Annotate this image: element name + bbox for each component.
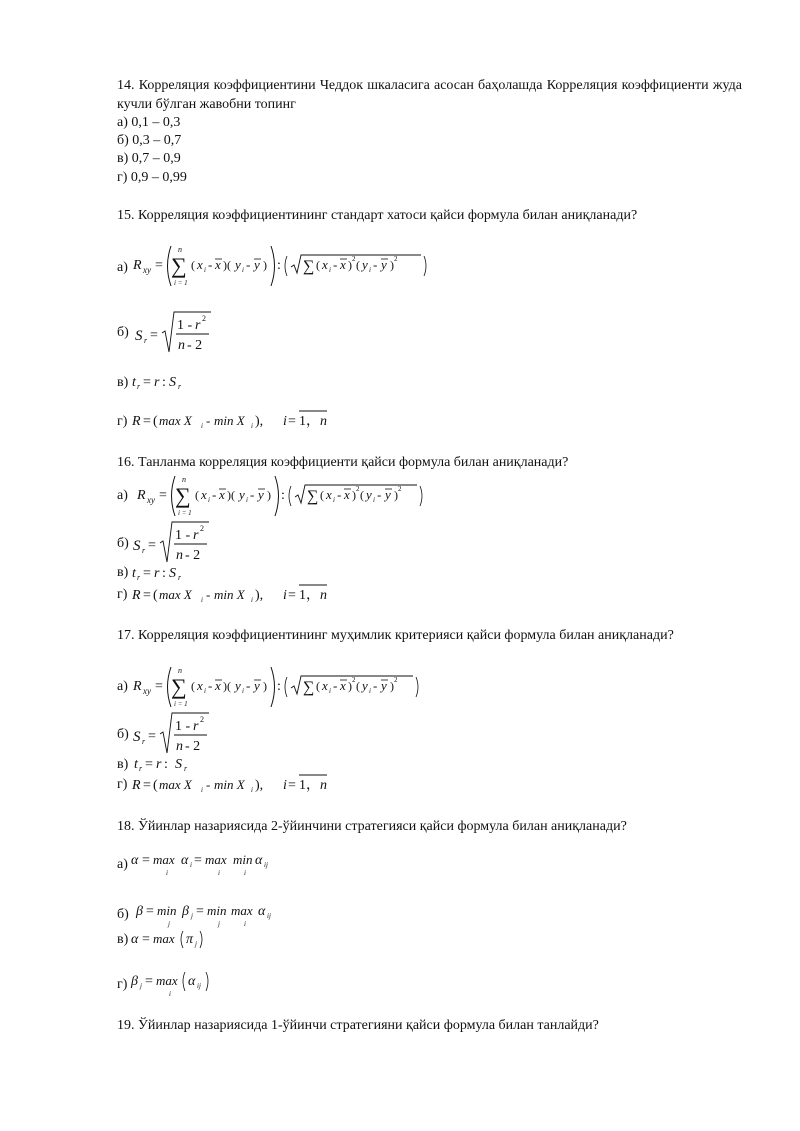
question-19 bbox=[117, 1016, 742, 1035]
svg-text:r: r bbox=[142, 737, 146, 746]
svg-text:y: y bbox=[258, 487, 264, 502]
svg-text:- 2: - 2 bbox=[185, 548, 201, 563]
svg-text::: : bbox=[281, 488, 285, 503]
svg-text:x: x bbox=[215, 257, 221, 272]
svg-text:=: = bbox=[288, 588, 296, 603]
question-17 bbox=[117, 626, 742, 645]
svg-text::: : bbox=[162, 566, 166, 581]
svg-text:2: 2 bbox=[394, 676, 398, 684]
q15-formula-a bbox=[131, 240, 431, 292]
svg-text:ij: ij bbox=[197, 982, 201, 990]
q14-option-d: г) 0,9 – 0,99 bbox=[117, 170, 187, 185]
question-14 bbox=[117, 76, 742, 114]
question-14-text: 14. Корреляция коэффициентини Чеддок шкаласига асосан баҳолашда Корреляция коэффициенти жуда кучли бўлган жавобни топинг bbox=[117, 78, 742, 112]
svg-text:r: r bbox=[195, 318, 201, 333]
q18-formula-d bbox=[130, 966, 230, 1000]
svg-text:xy: xy bbox=[143, 265, 151, 275]
svg-text:y: y bbox=[235, 678, 241, 693]
svg-text:min X: min X bbox=[214, 777, 245, 792]
svg-text:i: i bbox=[204, 266, 206, 274]
svg-text:(: ( bbox=[191, 679, 195, 693]
svg-text:=: = bbox=[194, 853, 202, 868]
svg-text:j: j bbox=[191, 912, 193, 920]
svg-text:i: i bbox=[244, 869, 246, 877]
svg-text:n: n bbox=[320, 414, 327, 429]
svg-text:r: r bbox=[142, 546, 146, 555]
svg-text:): ) bbox=[267, 488, 271, 502]
svg-text:n: n bbox=[176, 739, 183, 754]
svg-text:=: = bbox=[288, 778, 296, 793]
svg-text:1，: 1， bbox=[299, 414, 320, 429]
svg-text:min X: min X bbox=[214, 587, 245, 602]
q17-label-a: а) bbox=[117, 679, 128, 694]
svg-text:x: x bbox=[322, 257, 328, 272]
svg-text:-: - bbox=[250, 487, 255, 502]
svg-text:x: x bbox=[344, 487, 350, 502]
svg-text:1 -: 1 - bbox=[177, 318, 193, 333]
svg-text:=: = bbox=[143, 778, 151, 793]
svg-text:(: ( bbox=[153, 588, 158, 603]
svg-text:y: y bbox=[381, 678, 387, 693]
svg-text:min: min bbox=[207, 903, 227, 918]
q17-formula-d bbox=[131, 770, 341, 796]
svg-text:i: i bbox=[244, 920, 246, 928]
q16-label-b: б) bbox=[117, 536, 129, 551]
svg-text:),: ), bbox=[255, 414, 264, 429]
svg-text:1 -: 1 - bbox=[175, 719, 191, 734]
q14-option-c: в) 0,7 – 0,9 bbox=[117, 151, 181, 166]
svg-text:i: i bbox=[166, 869, 168, 877]
q15-label-a: а) bbox=[117, 260, 128, 275]
svg-text:)(: )( bbox=[223, 258, 231, 272]
svg-text:R: R bbox=[132, 588, 141, 603]
svg-text:S: S bbox=[169, 375, 176, 390]
svg-text:max: max bbox=[156, 973, 178, 988]
svg-text:2: 2 bbox=[394, 255, 398, 263]
svg-text::: : bbox=[164, 757, 168, 772]
q15-formula-b bbox=[133, 306, 223, 356]
svg-text:min: min bbox=[157, 903, 177, 918]
svg-text:=: = bbox=[148, 538, 156, 553]
q17-label-b: б) bbox=[117, 727, 129, 742]
q16-label-d: г) bbox=[117, 587, 128, 602]
svg-text:r: r bbox=[154, 375, 160, 390]
svg-text:=: = bbox=[288, 414, 296, 429]
svg-text:R: R bbox=[132, 414, 141, 429]
svg-text:n: n bbox=[320, 588, 327, 603]
svg-text:1，: 1， bbox=[299, 588, 320, 603]
q16-formula-b bbox=[131, 516, 221, 566]
svg-text:i: i bbox=[251, 786, 253, 794]
svg-text:=: = bbox=[143, 588, 151, 603]
svg-text:∑: ∑ bbox=[171, 253, 187, 278]
q18-label-b: б) bbox=[117, 907, 129, 922]
svg-text:α: α bbox=[188, 974, 196, 989]
svg-text:=: = bbox=[155, 679, 163, 694]
question-18 bbox=[117, 817, 742, 836]
q18-label-d: г) bbox=[117, 977, 128, 992]
question-15-text: 15. Корреляция коэффициентининг стандарт хатоси қайси формула билан аниқланади? bbox=[117, 208, 638, 223]
svg-text:α: α bbox=[131, 853, 139, 868]
svg-text:α: α bbox=[131, 932, 139, 947]
svg-text:i: i bbox=[208, 496, 210, 504]
svg-text:α: α bbox=[181, 853, 189, 868]
svg-text:i: i bbox=[369, 266, 371, 274]
svg-text:xy: xy bbox=[143, 686, 151, 696]
svg-text:n: n bbox=[178, 666, 182, 675]
svg-text:=: = bbox=[159, 488, 167, 503]
svg-text:i: i bbox=[190, 861, 192, 869]
svg-text:j: j bbox=[195, 940, 197, 948]
svg-text:-: - bbox=[373, 678, 378, 693]
q16-label-a: а) bbox=[117, 488, 128, 503]
svg-text:α: α bbox=[258, 904, 266, 919]
svg-text:i: i bbox=[201, 786, 203, 794]
q15-label-c: в) bbox=[117, 375, 129, 390]
svg-text:r: r bbox=[156, 757, 162, 772]
svg-text:y: y bbox=[254, 257, 260, 272]
svg-text:-: - bbox=[377, 487, 382, 502]
svg-text:=: = bbox=[143, 375, 151, 390]
svg-text:x: x bbox=[215, 678, 221, 693]
svg-text:1 -: 1 - bbox=[175, 528, 191, 543]
svg-text:S: S bbox=[135, 328, 143, 344]
svg-text:x: x bbox=[340, 257, 346, 272]
svg-text:r: r bbox=[137, 573, 141, 582]
svg-text:)(: )( bbox=[223, 679, 231, 693]
svg-text:i: i bbox=[218, 869, 220, 877]
svg-text:xy: xy bbox=[147, 495, 155, 505]
svg-text:min: min bbox=[233, 852, 253, 867]
svg-text:r: r bbox=[178, 573, 182, 582]
svg-text:r: r bbox=[184, 764, 188, 773]
svg-text:-: - bbox=[333, 257, 338, 272]
svg-text:∑: ∑ bbox=[171, 674, 187, 699]
svg-text:∑: ∑ bbox=[303, 258, 315, 275]
svg-text:j: j bbox=[218, 920, 220, 928]
q17-label-c: в) bbox=[117, 757, 129, 772]
svg-text:1，: 1， bbox=[299, 778, 320, 793]
svg-text:(: ( bbox=[320, 488, 324, 502]
svg-text:t: t bbox=[132, 375, 136, 390]
svg-text:i: i bbox=[242, 687, 244, 695]
svg-text:r: r bbox=[144, 336, 148, 345]
svg-text:R: R bbox=[137, 488, 146, 503]
q14-option-b: б) 0,3 – 0,7 bbox=[117, 133, 182, 148]
svg-text:x: x bbox=[197, 257, 203, 272]
svg-text:r: r bbox=[193, 528, 199, 543]
svg-text:-: - bbox=[208, 257, 213, 272]
svg-text:): ) bbox=[390, 258, 394, 272]
svg-text:S: S bbox=[133, 729, 141, 745]
q18-formula-a bbox=[130, 848, 280, 882]
svg-text:2: 2 bbox=[352, 255, 356, 263]
svg-text:ij: ij bbox=[264, 861, 268, 869]
svg-text:(: ( bbox=[195, 488, 199, 502]
svg-text:=: = bbox=[143, 566, 151, 581]
svg-text:2: 2 bbox=[398, 485, 402, 493]
svg-text:∑: ∑ bbox=[307, 488, 319, 505]
svg-text:R: R bbox=[132, 778, 141, 793]
svg-text:y: y bbox=[239, 487, 245, 502]
svg-text:β: β bbox=[182, 904, 189, 919]
svg-text:r: r bbox=[154, 566, 160, 581]
svg-text:=: = bbox=[155, 258, 163, 273]
svg-text:=: = bbox=[150, 328, 158, 343]
svg-text:r: r bbox=[137, 382, 141, 391]
svg-text:i: i bbox=[369, 687, 371, 695]
svg-text:r: r bbox=[139, 764, 143, 773]
svg-text:S: S bbox=[133, 538, 141, 554]
svg-text:x: x bbox=[201, 487, 207, 502]
svg-text:),: ), bbox=[255, 588, 264, 603]
svg-text:y: y bbox=[254, 678, 260, 693]
svg-text:-: - bbox=[206, 777, 211, 792]
svg-text:i: i bbox=[329, 266, 331, 274]
svg-text:2: 2 bbox=[200, 715, 204, 724]
q18-label-a: а) bbox=[117, 857, 128, 872]
svg-text:i = 1: i = 1 bbox=[174, 700, 188, 708]
svg-text:y: y bbox=[362, 257, 368, 272]
svg-text:- 2: - 2 bbox=[187, 338, 203, 353]
svg-text:y: y bbox=[385, 487, 391, 502]
svg-text:-: - bbox=[246, 257, 251, 272]
svg-text:(: ( bbox=[153, 778, 158, 793]
svg-text:-: - bbox=[206, 413, 211, 428]
svg-text:j: j bbox=[140, 982, 142, 990]
svg-text:S: S bbox=[175, 757, 182, 772]
svg-text:α: α bbox=[255, 853, 263, 868]
svg-text:(: ( bbox=[191, 258, 195, 272]
svg-text:n: n bbox=[320, 778, 327, 793]
svg-text:n: n bbox=[182, 475, 186, 484]
svg-text:max X: max X bbox=[159, 777, 192, 792]
svg-text:n: n bbox=[178, 245, 182, 254]
svg-text:(: ( bbox=[316, 258, 320, 272]
svg-text:): ) bbox=[394, 488, 398, 502]
svg-text:2: 2 bbox=[200, 524, 204, 533]
svg-text:R: R bbox=[133, 679, 142, 694]
question-16-text: 16. Танланма корреляция коэффициенти қайси формула билан аниқланади? bbox=[117, 455, 569, 470]
svg-text:max X: max X bbox=[159, 413, 192, 428]
svg-text:(: ( bbox=[360, 488, 364, 502]
svg-text:∑: ∑ bbox=[175, 483, 191, 508]
q17-formula-b bbox=[131, 707, 221, 757]
svg-text:j: j bbox=[168, 920, 170, 928]
svg-text::: : bbox=[277, 258, 281, 273]
svg-text:-: - bbox=[337, 487, 342, 502]
svg-text:): ) bbox=[348, 258, 352, 272]
q16-formula-d bbox=[131, 580, 341, 606]
svg-text:r: r bbox=[193, 719, 199, 734]
svg-text:r: r bbox=[178, 382, 182, 391]
svg-text:max X: max X bbox=[159, 587, 192, 602]
q17-formula-a bbox=[131, 661, 431, 713]
svg-text:): ) bbox=[263, 679, 267, 693]
svg-text:=: = bbox=[148, 729, 156, 744]
svg-text:n: n bbox=[176, 548, 183, 563]
svg-text:i: i bbox=[251, 422, 253, 430]
svg-text:i: i bbox=[251, 596, 253, 604]
q15-label-d: г) bbox=[117, 414, 128, 429]
svg-text:=: = bbox=[142, 853, 150, 868]
svg-text:2: 2 bbox=[352, 676, 356, 684]
svg-text:): ) bbox=[352, 488, 356, 502]
svg-text:(: ( bbox=[316, 679, 320, 693]
svg-text:max: max bbox=[205, 852, 227, 867]
q15-formula-c bbox=[131, 370, 201, 394]
svg-text:-: - bbox=[373, 257, 378, 272]
q15-formula-d bbox=[131, 406, 341, 432]
svg-text:x: x bbox=[340, 678, 346, 693]
q16-label-c: в) bbox=[117, 565, 129, 580]
svg-text:-: - bbox=[246, 678, 251, 693]
svg-text:S: S bbox=[169, 566, 176, 581]
svg-text:=: = bbox=[145, 974, 153, 989]
svg-text:y: y bbox=[366, 487, 372, 502]
svg-text:(: ( bbox=[153, 414, 158, 429]
svg-text:=: = bbox=[146, 904, 154, 919]
q18-label-c: в) bbox=[117, 932, 129, 947]
svg-text:i = 1: i = 1 bbox=[178, 509, 192, 517]
svg-text:ij: ij bbox=[267, 912, 271, 920]
svg-text:x: x bbox=[322, 678, 328, 693]
q18-formula-c bbox=[130, 926, 220, 952]
svg-text:max: max bbox=[153, 852, 175, 867]
svg-text:): ) bbox=[390, 679, 394, 693]
svg-text:t: t bbox=[134, 757, 138, 772]
svg-text:- 2: - 2 bbox=[185, 739, 201, 754]
svg-text:i = 1: i = 1 bbox=[174, 279, 188, 287]
svg-text:y: y bbox=[362, 678, 368, 693]
svg-text:=: = bbox=[145, 757, 153, 772]
svg-text:i: i bbox=[242, 266, 244, 274]
svg-text:2: 2 bbox=[202, 314, 206, 323]
svg-text:i: i bbox=[246, 496, 248, 504]
svg-text:(: ( bbox=[356, 258, 360, 272]
q14-option-a: а) 0,1 – 0,3 bbox=[117, 115, 181, 130]
question-19-text: 19. Ўйинлар назариясида 1-ўйинчи стратегияни қайси формула билан танлайди? bbox=[117, 1018, 599, 1033]
svg-text:i: i bbox=[204, 687, 206, 695]
q17-label-d: г) bbox=[117, 777, 128, 792]
svg-text:),: ), bbox=[255, 778, 264, 793]
svg-text:y: y bbox=[235, 257, 241, 272]
svg-text:i: i bbox=[333, 496, 335, 504]
svg-text:-: - bbox=[206, 587, 211, 602]
svg-text:∑: ∑ bbox=[303, 679, 315, 696]
svg-text:R: R bbox=[133, 258, 142, 273]
svg-text:)(: )( bbox=[227, 488, 235, 502]
svg-text:i: i bbox=[283, 414, 287, 429]
svg-text:i: i bbox=[329, 687, 331, 695]
svg-text:2: 2 bbox=[356, 485, 360, 493]
svg-text:i: i bbox=[283, 588, 287, 603]
question-18-text: 18. Ўйинлар назариясида 2-ўйинчини стратегияси қайси формула билан аниқланади? bbox=[117, 819, 627, 834]
svg-text::: : bbox=[277, 679, 281, 694]
q16-formula-a bbox=[135, 470, 435, 522]
svg-text:x: x bbox=[326, 487, 332, 502]
svg-text:=: = bbox=[196, 904, 204, 919]
svg-text:i: i bbox=[169, 990, 171, 998]
svg-text:i: i bbox=[201, 422, 203, 430]
svg-text:-: - bbox=[333, 678, 338, 693]
svg-text:π: π bbox=[186, 932, 194, 947]
svg-text::: : bbox=[162, 375, 166, 390]
svg-text:(: ( bbox=[356, 679, 360, 693]
svg-text:=: = bbox=[143, 414, 151, 429]
svg-text:x: x bbox=[197, 678, 203, 693]
svg-text:i: i bbox=[283, 778, 287, 793]
svg-text:): ) bbox=[348, 679, 352, 693]
svg-text:t: t bbox=[132, 566, 136, 581]
svg-text:i: i bbox=[373, 496, 375, 504]
svg-text:-: - bbox=[208, 678, 213, 693]
svg-text:y: y bbox=[381, 257, 387, 272]
svg-text:max: max bbox=[231, 903, 253, 918]
svg-text:max: max bbox=[153, 931, 175, 946]
svg-text:β: β bbox=[131, 974, 138, 989]
svg-text:β: β bbox=[136, 904, 143, 919]
svg-text:min X: min X bbox=[214, 413, 245, 428]
svg-text:-: - bbox=[212, 487, 217, 502]
svg-text:i: i bbox=[201, 596, 203, 604]
svg-text:n: n bbox=[178, 338, 185, 353]
question-15 bbox=[117, 206, 742, 225]
svg-text:x: x bbox=[219, 487, 225, 502]
q15-label-b: б) bbox=[117, 325, 129, 340]
question-17-text: 17. Корреляция коэффициентининг муҳимлик критерияси қайси формула билан аниқланади? bbox=[117, 628, 674, 643]
svg-text:=: = bbox=[142, 932, 150, 947]
svg-text:): ) bbox=[263, 258, 267, 272]
